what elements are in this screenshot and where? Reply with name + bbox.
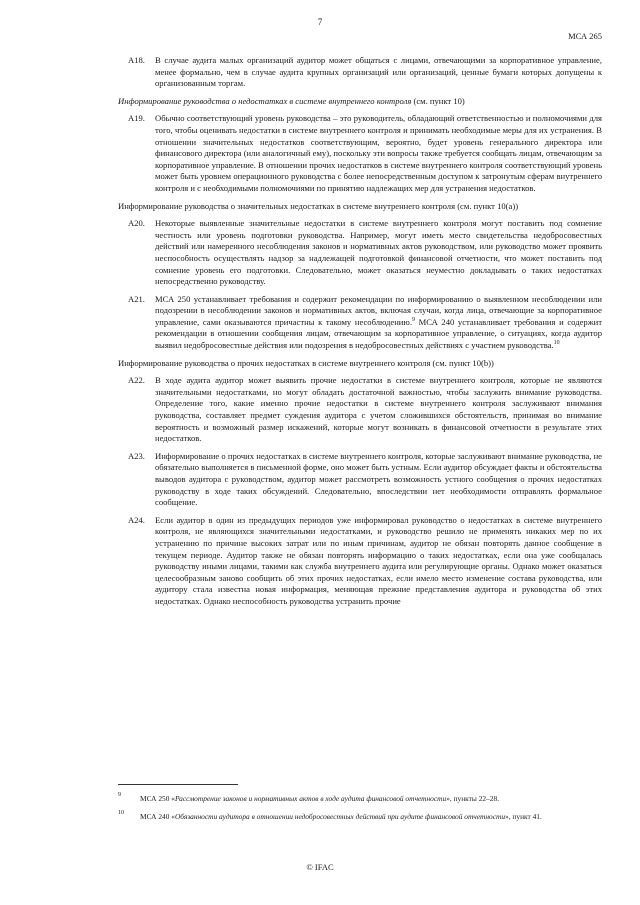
section-heading <box>118 358 602 370</box>
paragraph-a24 <box>118 515 602 608</box>
paragraph-text: Обычно соответствующий уровень руководства – это руководитель, обладающий ответственностью и полномочиями для того, чтобы оценивать недостатки в системе внутреннего контроля и принимать необходимые меры для их устранения. В отношении значительных недостатков соответствующим, вероятно, будет уровень генерального директора или финансового директора (или аналогичный ему), поскольку эти вопросы также требуется сообщать лицам, отвечающим за корпоративное управление. В отношении прочих недостатков в системе внутреннего контроля соответствующий уровень может быть уровнем операционного руководства с более непосредственным доступом к затронутым сферам внутреннего контроля и с необходимыми полномочиями по принятию надлежащих мер для устранения недостатков. <box>155 113 602 193</box>
section-heading <box>118 201 602 213</box>
paragraph-a22 <box>118 375 602 445</box>
paragraph-number: A23. <box>128 450 145 461</box>
paragraph-number: A21. <box>128 293 145 304</box>
footnote-prefix: МСА 250 « <box>140 794 175 803</box>
paragraph-number: A24. <box>128 514 145 525</box>
paragraph-number: A19. <box>128 113 145 124</box>
footnote-text <box>140 790 499 808</box>
footnote-9 <box>118 790 602 808</box>
footnote-number: 9 <box>118 792 121 798</box>
footnote-divider <box>118 784 238 785</box>
paragraph-a21 <box>118 294 602 352</box>
footnote-title: Рассмотрение законов и нормативных актов в ходе аудита финансовой отчетности <box>174 794 447 803</box>
paragraph-number: A18. <box>128 55 145 65</box>
footnote-suffix: », пункт 41. <box>505 812 542 821</box>
paragraph-number: A22. <box>128 375 145 386</box>
heading-reference: (см. пункт 10) <box>411 95 465 106</box>
paragraph-text: Информирование о прочих недостатках в системе внутреннего контроля, которые заслуживают внимание руководства, не обязательно выполняется в письменной форме, оно может быть устным. Если аудитор обсуждает факты и обстоятельства выводов аудитора с руководством, аудитор может рассмотреть возможность устного сообщения о прочих недостатках руководству в ходе таких обсуждений. Следовательно, впоследствии нет необходимости отправлять формальное сообщение. <box>155 450 602 508</box>
copyright-footer: © IFAC <box>306 862 334 872</box>
footnote-ref-9[interactable]: 9 <box>411 317 415 324</box>
paragraph-number: A20. <box>128 218 145 229</box>
paragraph-text: В ходе аудита аудитор может выявить прочие недостатки в системе внутреннего контроля, которые не являются значительными недостатками, но могут обладать достаточной важностью, чтобы заслужить внимание руководства. Определение того, какие именно прочие недостатки в системе внутреннего контроля заслуживают внимания руководства, составляет предмет суждения аудитора с учетом сложившихся обстоятельств, принимая во внимание вероятность и возможный размер искажений, которые могут возникать в финансовой отчетности в результате этих недостатков. <box>155 375 602 444</box>
footnote-ref-10[interactable]: 10 <box>553 340 560 347</box>
paragraph-text <box>155 294 602 352</box>
section-heading <box>118 96 602 108</box>
paragraph-text-part2: МСА 240 устанавливает требования и содержит рекомендации в отношении сообщения лицам, отвечающим за корпоративное управление, о ситуациях, когда аудитор выявил недобросовестные действия или подозрения в недобросовестных действиях с участием руководства. <box>155 316 602 351</box>
paragraph-a23 <box>118 451 602 509</box>
paragraph-text-part1: МСА 250 устанавливает требования и содержит рекомендации по информированию о выявленном несоблюдении или подозрении в несоблюдении законов и нормативных актов, включая случаи, когда лица, отвечающие за корпоративное управление, сами оказываются причастны к такому несоблюдению. <box>155 293 602 327</box>
footnote-prefix: МСА 240 « <box>140 812 175 821</box>
footnote-text <box>140 808 542 826</box>
footnote-number: 10 <box>118 810 124 816</box>
paragraph-text: Некоторые выявленные значительные недостатки в системе внутреннего контроля могут поставить под сомнение честность или уровень подготовки руководства. Например, могут иметь место свидетельства недобросовестных действий или намеренного несоблюдения законов и нормативных актов руководством, или руководство может проявить неспособность осуществлять надзор за надлежащей подготовкой финансовой отчетности, что может поставить под сомнение уровень его подготовки. Следовательно, может оказаться неуместно докладывать о таких недостатках непосредственно руководству. <box>155 218 602 287</box>
heading-text: Информирование руководства о значительных недостатках в системе внутреннего контроля (см. пункт 10(a)) <box>118 200 519 211</box>
paragraph-a20 <box>118 218 602 288</box>
page-number: 7 <box>317 17 323 27</box>
paragraph-text: В случае аудита малых организаций аудитор может общаться с лицами, отвечающими за корпоративное управление, менее формально, чем в случае аудита крупных организаций или организаций, ценные бумаги которых допущены к организованным торгам. <box>155 55 602 89</box>
heading-italic: Информирование руководства о недостатках в системе внутреннего контроля <box>118 95 412 106</box>
footnote-title: Обязанности аудитора в отношении недобросовестных действий при аудите финансовой отчетности <box>174 812 506 821</box>
paragraph-text: Если аудитор в один из предыдущих периодов уже информировал руководство о недостатках в системе внутреннего контроля, не являющихся значительными недостатками, и руководство решило не применять никаких мер по их устранению по причине высоких затрат или по иным причинам, аудитор не обязан повторять данное сообщение в текущем периоде. Аудитор также не обязан повторять информацию о таких недостатках, если она уже сообщалась руководству иными лицами, такими как служба внутреннего аудита или регулирующие органы. Однако может оказаться целесообразным заново сообщить об этих прочих недостатках, если имело место изменение состава руководства, или аудитору стала известна новая информация, меняющая прежние представления аудитора и руководства об этих недостатках. Однако неспособность руководства устранить прочие <box>155 514 602 606</box>
footnote-suffix: », пункты 22–28. <box>446 794 500 803</box>
paragraph-a19 <box>118 113 602 194</box>
footnotes <box>118 790 602 826</box>
document-body <box>118 55 602 614</box>
footnote-10 <box>118 808 602 826</box>
heading-text: Информирование руководства о прочих недостатках в системе внутреннего контроля (см. пункт 10(b)) <box>118 357 494 368</box>
document-code: МСА 265 <box>568 31 602 41</box>
paragraph-a18 <box>118 55 602 90</box>
